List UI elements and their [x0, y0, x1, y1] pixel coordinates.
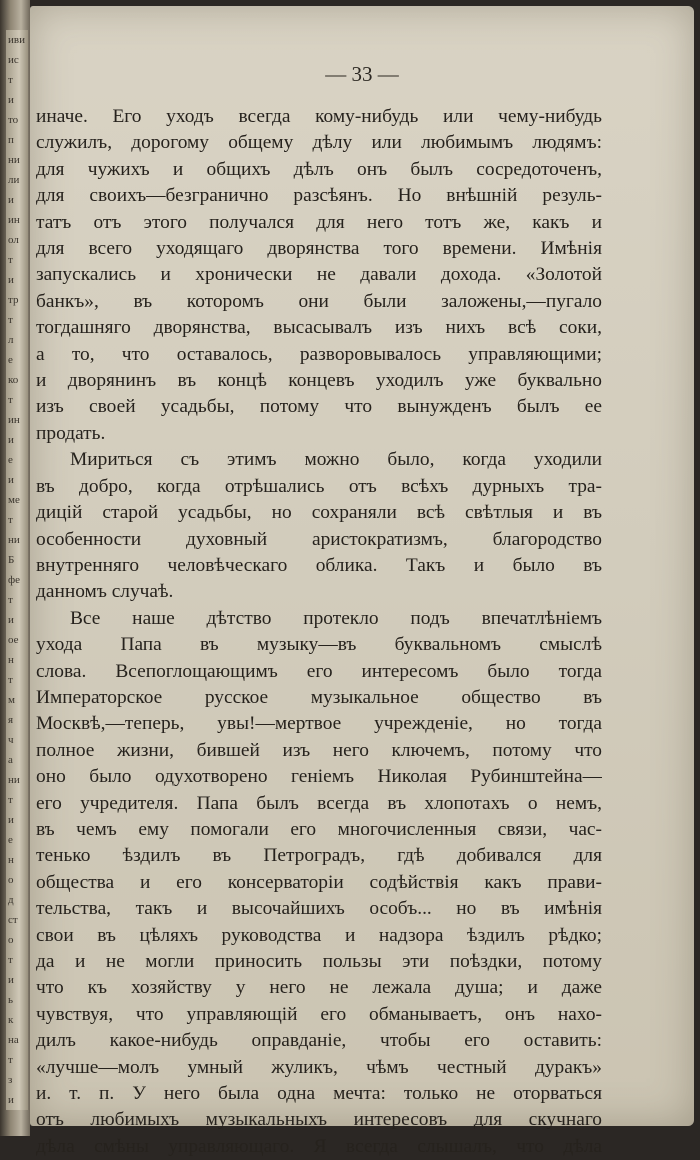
previous-page-fragment: Б: [8, 554, 15, 566]
previous-page-fragment: ме: [8, 494, 20, 506]
previous-page-fragment: и: [8, 474, 14, 486]
text-line: чувствуя, что управляющій его обманываетъ, онъ нахо-: [36, 1003, 602, 1025]
previous-page-fragment: е: [8, 354, 13, 366]
previous-page-fragment: е: [8, 834, 13, 846]
text-line: особенности духовный аристократизмъ, благородство: [36, 528, 602, 550]
previous-page-fragment: д: [8, 894, 14, 906]
previous-page-fragment: и: [8, 614, 14, 626]
text-line: татъ отъ этого получался для него тотъ же, какъ и: [36, 211, 602, 233]
text-line: оно было одухотворено геніемъ Николая Рубинштейна—: [36, 766, 602, 788]
previous-page-fragment: и: [8, 434, 14, 446]
previous-page-fragment: ни: [8, 774, 20, 786]
previous-page-fragment: я: [8, 714, 14, 726]
text-line: тенько ѣздилъ въ Петроградъ, гдѣ добивался для: [36, 845, 602, 867]
previous-page-fragment: ое: [8, 634, 19, 646]
text-line: дилъ какое-нибудь оправданіе, чтобы его оставить:: [36, 1030, 602, 1052]
text-line: иначе. Его уходъ всегда кому-нибудь или чему-нибудь: [36, 106, 602, 127]
text-line: изъ своей усадьбы, потому что вынужденъ былъ ее: [36, 396, 602, 418]
previous-page-fragment: ин: [8, 214, 20, 226]
previous-page-fragment: з: [8, 1074, 13, 1086]
previous-page-fragment: ст: [8, 914, 18, 926]
previous-page-fragment: и: [8, 1094, 14, 1106]
previous-page-fragment: т: [8, 954, 13, 966]
previous-page-fragment: тр: [8, 294, 19, 306]
text-line: для всего уходящаго дворянства того времени. Имѣнія: [36, 238, 602, 260]
previous-page-fragment: т: [8, 254, 13, 266]
text-line: слова. Всепоглощающимъ его интересомъ было тогда: [36, 660, 602, 682]
previous-page-fragment: а: [8, 754, 13, 766]
previous-page-fragment: ч: [8, 734, 14, 746]
text-line: для чужихъ и общихъ дѣлъ онъ былъ сосредоточенъ,: [36, 158, 602, 180]
previous-page-fragment: к: [8, 1014, 14, 1026]
previous-page-fragment: ни: [8, 154, 20, 166]
text-line: въ чемъ ему помогали его многочисленныя связи, час-: [36, 818, 602, 840]
previous-page-fragment: ин: [8, 414, 20, 426]
body-text: [36, 104, 602, 1160]
text-line: служилъ, дорогому общему дѣлу или любимымъ людямъ:: [36, 132, 602, 154]
previous-page-fragment: то: [8, 114, 19, 126]
text-line: тельства, такъ и высочайшихъ особъ... но въ имѣнія: [36, 898, 602, 920]
previous-page-fragment: т: [8, 394, 13, 406]
previous-page-fragment: т: [8, 74, 13, 86]
page-number: — 33 —: [325, 62, 399, 86]
previous-page-fragment: т: [8, 1054, 13, 1066]
text-line: ухода Папа въ музыку—въ буквальномъ смыслѣ: [36, 634, 602, 656]
text-line: запускались и хронически не давали дохода. «Золотой: [36, 264, 602, 286]
previous-page-edge: [6, 30, 28, 1110]
text-line: Императорское русское музыкальное общество въ: [36, 686, 602, 708]
text-line: въ добро, когда отрѣшались отъ всѣхъ дурныхъ тра-: [36, 475, 602, 497]
previous-page-fragment: ь: [8, 994, 14, 1006]
text-line: данномъ случаѣ.: [36, 581, 174, 603]
previous-page-fragment: л: [8, 334, 14, 346]
previous-page-fragment: ни: [8, 534, 20, 546]
previous-page-fragment: фе: [8, 574, 21, 586]
text-line: а то, что оставалось, разворовывалось управляющими;: [36, 343, 602, 365]
text-line: его учредителя. Папа былъ всегда въ хлопотахъ о немъ,: [36, 792, 602, 814]
previous-page-fragment: и: [8, 274, 14, 286]
previous-page-fragment: о: [8, 934, 14, 946]
text-line: полное жизни, бившей изъ него ключемъ, потому что: [36, 739, 602, 761]
text-line: отъ любимыхъ музыкальныхъ интересовъ для скучнаго: [36, 1109, 602, 1131]
text-line: общества и его консерваторіи содѣйствія какъ прави-: [36, 871, 602, 893]
text-line: и дворянинъ въ концѣ концевъ уходилъ уже буквально: [36, 370, 602, 392]
text-line: Все наше дѣтство протекло подъ впечатлѣніемъ: [70, 607, 602, 629]
previous-page-fragment: ис: [8, 54, 19, 66]
text-line: внутренняго человѣческаго облика. Такъ и было въ: [36, 554, 602, 576]
previous-page-fragment: ол: [8, 234, 19, 246]
text-line: «лучше—молъ умный жуликъ, чѣмъ честный дуракъ»: [36, 1056, 602, 1078]
text-line: банкъ», въ которомъ они были заложены,—пугало: [36, 290, 602, 312]
previous-page-fragment: т: [8, 314, 13, 326]
text-line: для своихъ—безгранично разсѣянъ. Но внѣшній резуль-: [36, 185, 602, 207]
text-line: дѣла смѣны управляющаго. Я всегда слышалъ, что дѣла: [36, 1135, 602, 1157]
previous-page-fragment: ко: [8, 374, 19, 386]
previous-page-fragment: и: [8, 814, 14, 826]
text-line: и. т. п. У него была одна мечта: только не оторваться: [36, 1083, 602, 1105]
text-line: дицій старой усадьбы, но сохраняли всѣ свѣтлыя и въ: [36, 502, 602, 524]
text-line: продать.: [36, 422, 106, 444]
previous-page-fragment: о: [8, 874, 14, 886]
previous-page-fragment: т: [8, 794, 13, 806]
previous-page-fragment: и: [8, 974, 14, 986]
previous-page-fragment: т: [8, 514, 13, 526]
text-line: Москвѣ,—теперь, увы!—мертвое учрежденіе, но тогда: [36, 713, 602, 735]
previous-page-fragment: е: [8, 454, 13, 466]
previous-page-fragment: м: [8, 694, 15, 706]
previous-page-fragment: иви: [8, 34, 25, 46]
previous-page-fragment: и: [8, 194, 14, 206]
text-line: Мириться съ этимъ можно было, когда уходили: [70, 449, 602, 471]
previous-page-fragment: н: [8, 854, 14, 866]
text-line: тогдашняго дворянства, высасывалъ изъ нихъ всѣ соки,: [36, 317, 602, 339]
text-line: да и не могли приносить пользы эти поѣздки, потому: [36, 951, 602, 972]
previous-page-fragment: и: [8, 94, 14, 106]
text-line: что къ хозяйству у него не лежала душа; и даже: [36, 977, 602, 999]
text-line: свои въ цѣляхъ руководства и надзора ѣздилъ рѣдко;: [36, 924, 602, 946]
previous-page-fragment: т: [8, 674, 13, 686]
previous-page-fragment: т: [8, 594, 13, 606]
previous-page-fragment: ли: [8, 174, 20, 186]
previous-page-fragment: н: [8, 654, 14, 666]
previous-page-fragment: на: [8, 1034, 19, 1046]
previous-page-fragment: п: [8, 134, 14, 146]
book-page: [30, 6, 694, 1157]
